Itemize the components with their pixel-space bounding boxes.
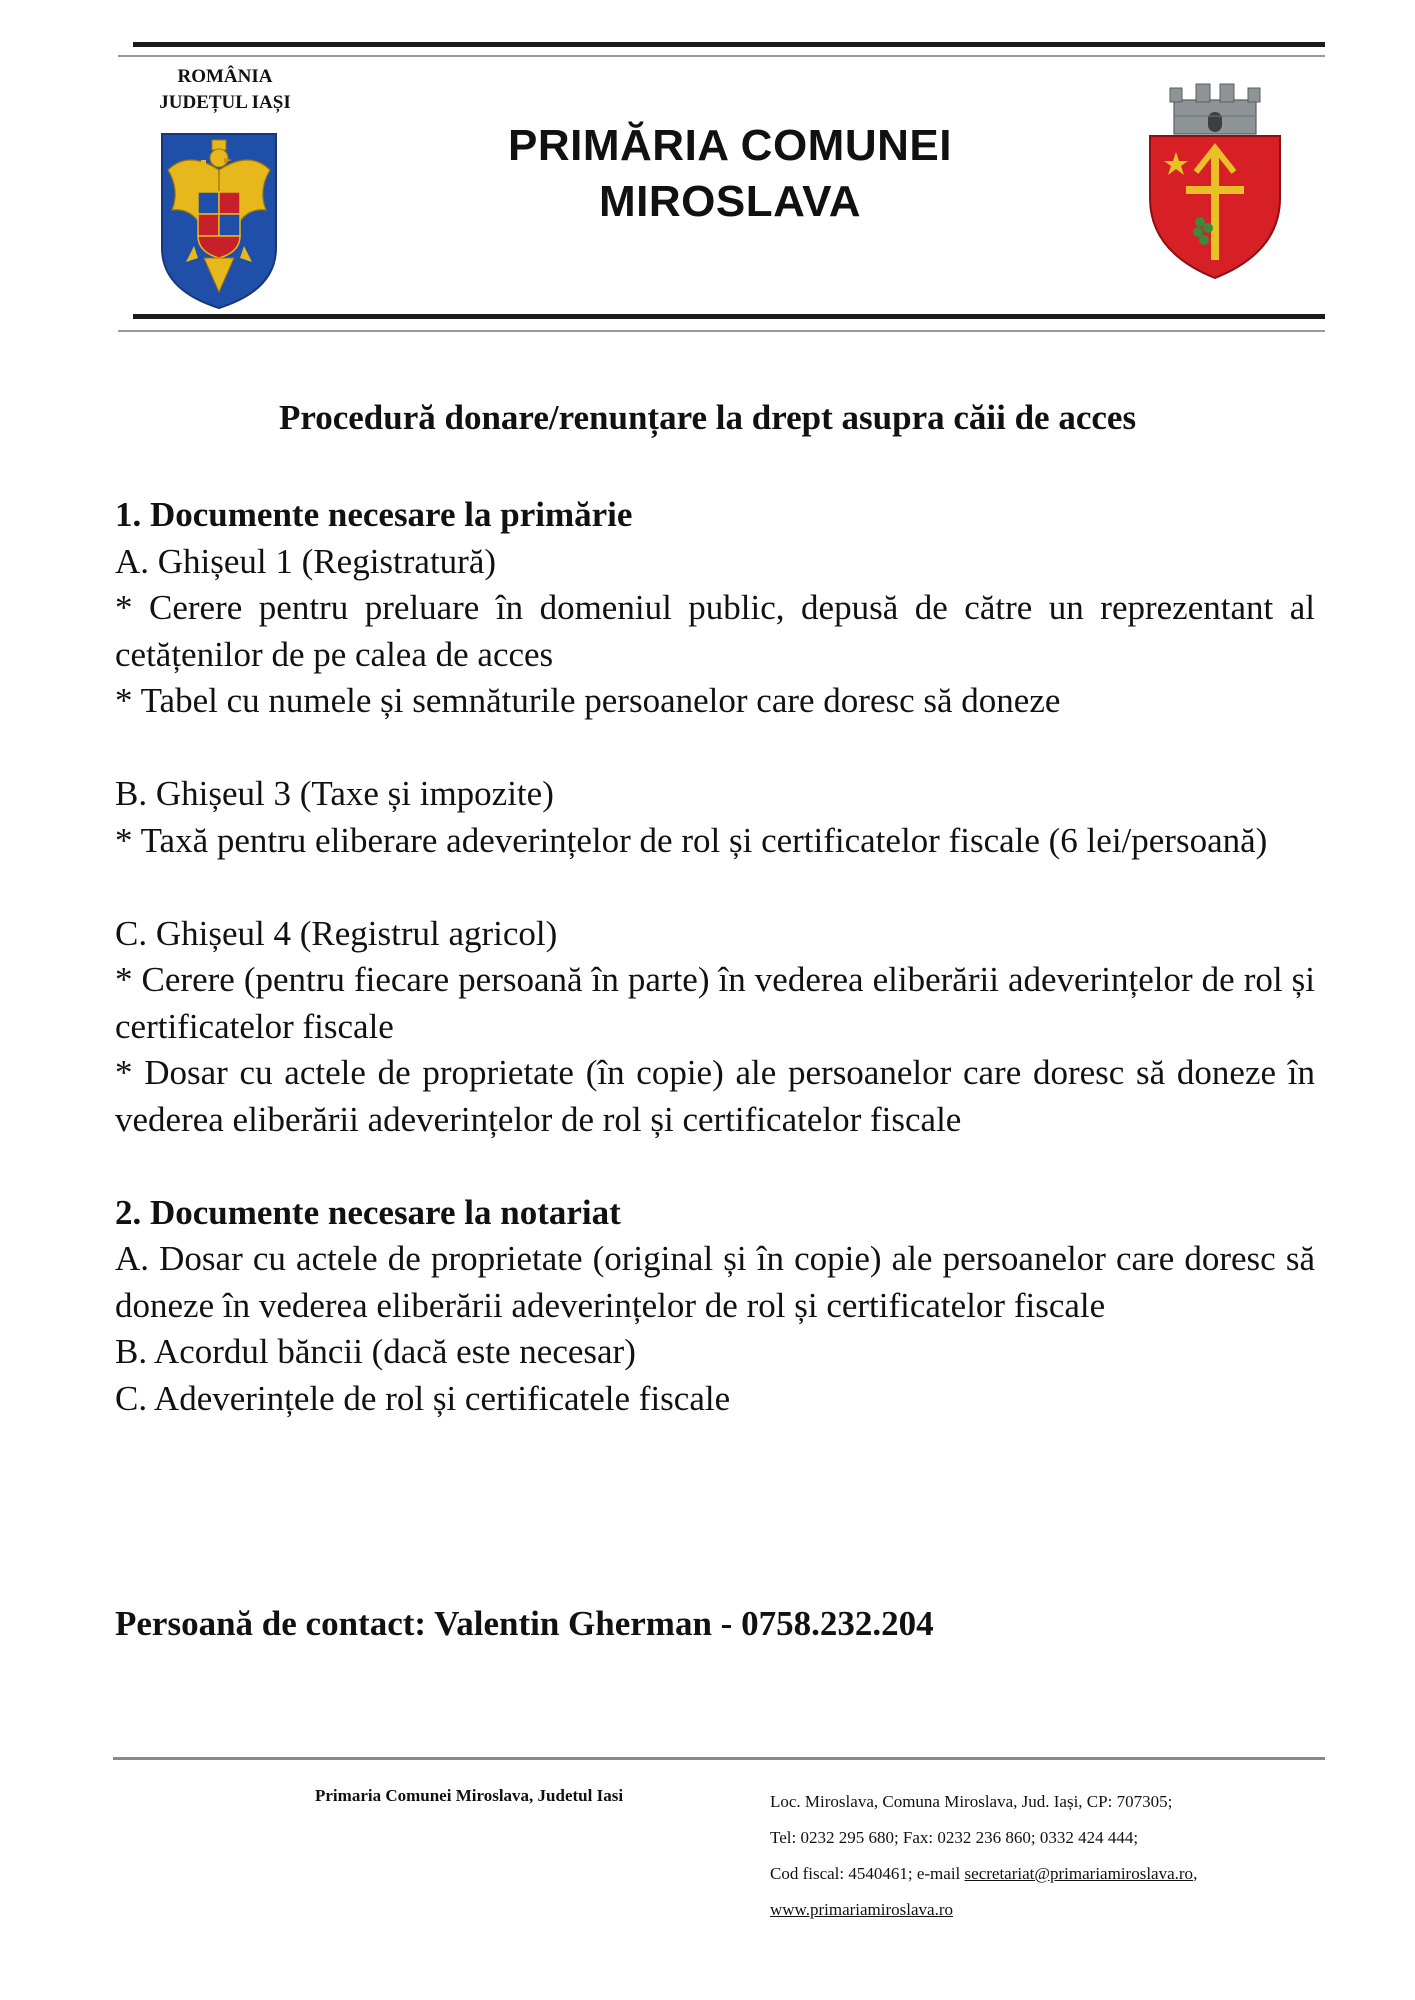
section1-b-item1: * Taxă pentru eliberare adeverințelor de rol și certificatelor fiscale (6 lei/persoană) bbox=[115, 820, 1268, 860]
section2-b: B. Acordul băncii (dacă este necesar) bbox=[115, 1332, 636, 1371]
header-top-rule bbox=[133, 42, 1325, 47]
section1-c-item1: * Cerere (pentru fiecare persoană în parte) în vederea eliberării adeverințelor de rol și certificatelor fiscale bbox=[115, 960, 1315, 1046]
footer-institution: Primaria Comunei Miroslava, Judetul Iasi bbox=[315, 1786, 624, 1805]
title-line-1: PRIMĂRIA COMUNEI bbox=[508, 121, 952, 170]
section1-a-item2: * Tabel cu numele și semnăturile persoanelor care doresc să doneze bbox=[115, 681, 1061, 720]
section1-a-title: A. Ghișeul 1 (Registratură) bbox=[115, 541, 497, 581]
footer-fiscal-suffix: , bbox=[1193, 1864, 1198, 1883]
section2-a: A. Dosar cu actele de proprietate (original și în copie) ale persoanelor care doresc să doneze în vederea eliberării adeverințelor de rol și certificatelor fiscale bbox=[115, 1239, 1315, 1325]
romania-coat-of-arms-icon bbox=[158, 130, 280, 310]
footer-phones: Tel: 0232 295 680; Fax: 0232 236 860; 0332 424 444; bbox=[770, 1828, 1139, 1847]
spacer bbox=[115, 725, 1315, 772]
footer-website-link[interactable]: www.primariamiroslava.ro bbox=[770, 1900, 954, 1919]
section1-c-item2: * Dosar cu actele de proprietate (în copie) ale persoanelor care doresc să doneze în vederea eliberării adeverințelor de rol și certificatelor fiscale bbox=[115, 1053, 1315, 1139]
section1-b-title: B. Ghișeul 3 (Taxe și impozite) bbox=[115, 774, 554, 813]
section1-c-title: C. Ghișeul 4 (Registrul agricol) bbox=[115, 913, 558, 953]
footer-email-link[interactable]: secretariat@primariamiroslava.ro bbox=[964, 1864, 1194, 1883]
header-county: JUDEȚUL IAȘI bbox=[159, 92, 291, 113]
footer-address: Loc. Miroslava, Comuna Miroslava, Jud. Iași, CP: 707305; bbox=[770, 1792, 1173, 1811]
section1-a-item1: * Cerere pentru preluare în domeniul public, depusă de către un reprezentant al cetățenilor de pe calea de acces bbox=[115, 588, 1315, 674]
page-title bbox=[430, 118, 1030, 230]
section2-c: C. Adeverințele de rol și certificatele fiscale bbox=[115, 1378, 731, 1418]
header-bottom-rule bbox=[133, 314, 1325, 319]
section1-heading: 1. Documente necesare la primărie bbox=[115, 495, 633, 534]
title-line-2: MIROSLAVA bbox=[599, 177, 861, 226]
footer-fiscal-code: Cod fiscal: 4540461; e-mail bbox=[770, 1864, 965, 1883]
document-title: Procedură donare/renunțare la drept asupra căii de acces bbox=[278, 398, 1137, 437]
header-country-block bbox=[130, 64, 320, 116]
contact-line: Persoană de contact: Valentin Gherman - 0758.232.204 bbox=[115, 1604, 934, 1643]
header-country: ROMÂNIA bbox=[177, 66, 273, 87]
header-bottom-rule-thin bbox=[118, 330, 1325, 332]
footer-contact-block bbox=[770, 1784, 1197, 1928]
header-top-rule-thin bbox=[118, 55, 1325, 57]
footer-rule bbox=[113, 1757, 1325, 1760]
footer-fiscal-line bbox=[770, 1856, 1197, 1892]
miroslava-coat-of-arms-icon bbox=[1140, 82, 1290, 282]
section2-heading: 2. Documente necesare la notariat bbox=[115, 1192, 621, 1232]
spacer bbox=[115, 1143, 1315, 1190]
spacer bbox=[115, 864, 1315, 911]
document-body bbox=[115, 492, 1315, 1422]
